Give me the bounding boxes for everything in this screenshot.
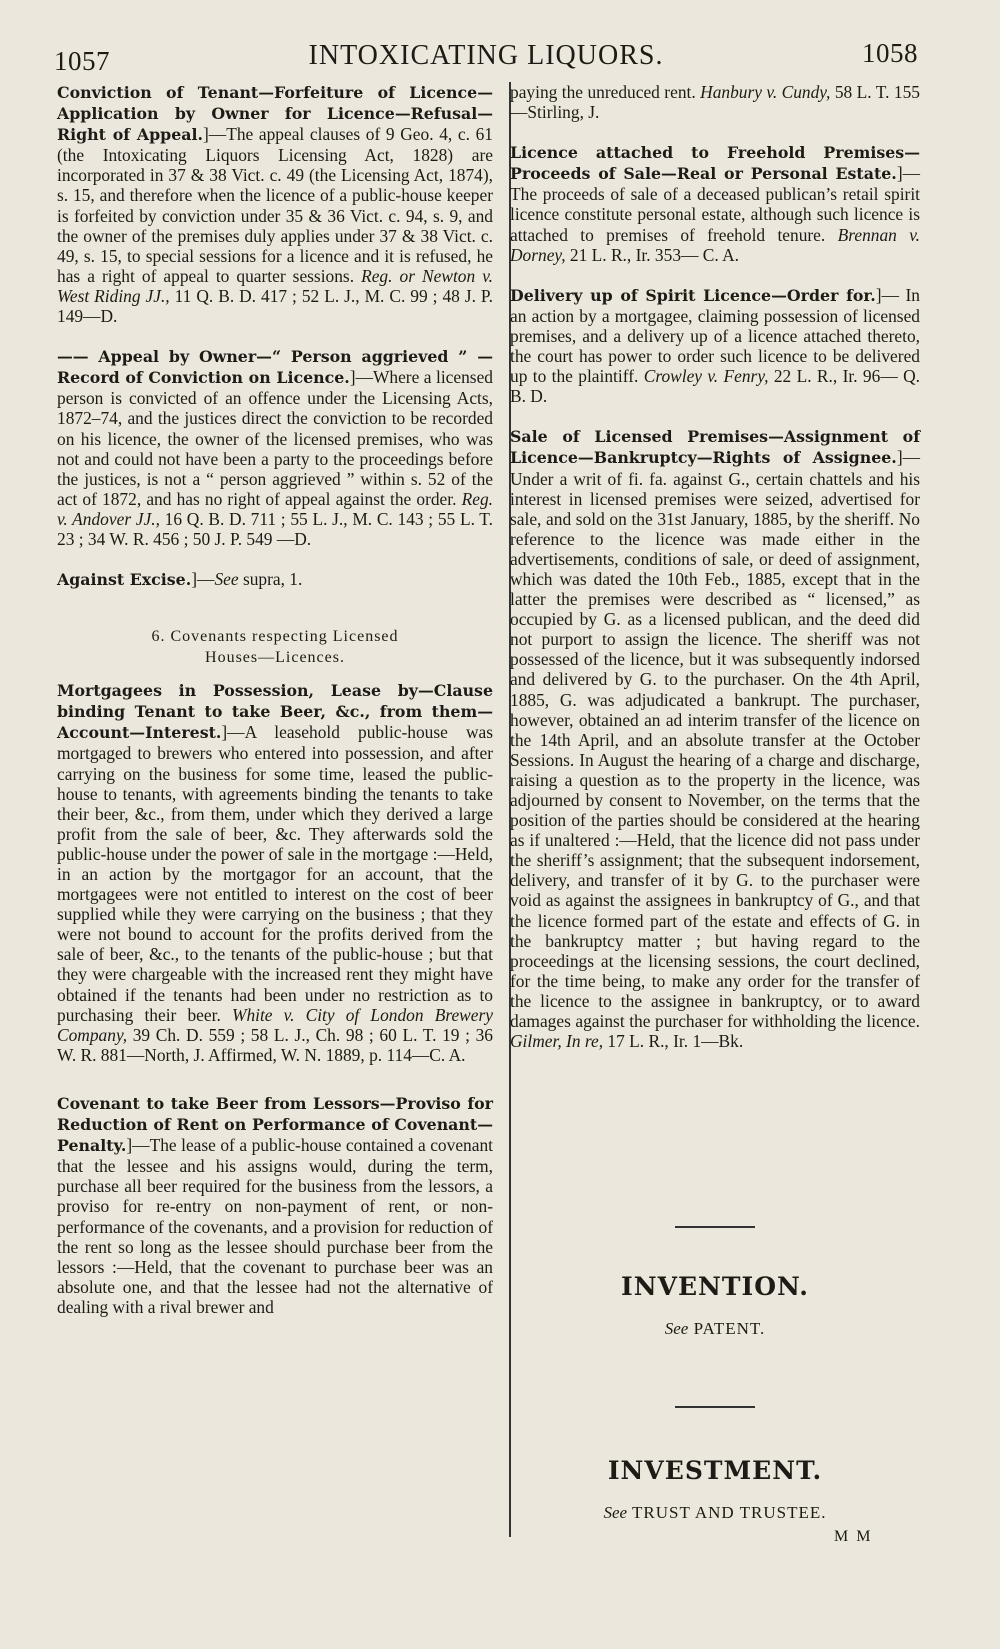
case-citation: Gilmer, In re, xyxy=(510,1031,604,1052)
entry-licence-attached xyxy=(510,142,920,265)
case-citation: Hanbury v. Cundy, xyxy=(700,82,831,102)
entry-mortgagees-in-possession xyxy=(57,680,493,1065)
invention-cross-reference xyxy=(510,1319,920,1339)
section-heading xyxy=(57,626,493,668)
entry-heading: Delivery up of Spirit Licence—Order for. xyxy=(510,285,876,305)
entry-heading: Against Excise. xyxy=(57,570,192,590)
divider-rule xyxy=(675,1406,755,1408)
entry-heading: —— Appeal by Owner—“ Person aggrieved ” —Record of Conviction on Licence. xyxy=(57,347,493,388)
see-target: PATENT. xyxy=(693,1318,766,1338)
entry-heading: Sale of Licensed Premises—Assignment of Licence—Bankruptcy—Rights of Assignee. xyxy=(510,427,920,468)
running-header xyxy=(54,36,918,76)
see-target: TRUST AND TRUSTEE. xyxy=(632,1502,827,1522)
investment-block xyxy=(510,1406,920,1523)
invention-heading: INVENTION. xyxy=(621,1271,809,1301)
entry-covenant-to-take-beer xyxy=(57,1093,493,1317)
case-citation: Crowley v. Fenry, xyxy=(643,366,769,387)
entry-appeal-by-owner xyxy=(57,346,493,549)
invention-block xyxy=(510,1226,920,1339)
report-reference: 58 L. T. 155—Stirling, J. xyxy=(510,82,920,123)
cross-reference-target: supra, 1. xyxy=(242,569,303,590)
case-citation: Reg. v. Andover JJ., xyxy=(57,488,493,529)
investment-heading: INVESTMENT. xyxy=(607,1455,823,1485)
entry-continued xyxy=(510,82,920,122)
see-label: See xyxy=(664,1318,689,1338)
report-reference: 22 L. R., Ir. 96— Q. B. D. xyxy=(510,366,920,407)
entry-text: ]—The appeal clauses of 9 Geo. 4, c. 61 (the Intoxicating Liquors Licensing Act, 1828) are incorporated in 37 & 38 Vict. c. 49 (the Licensing Act, 1874), s. 15, and therefore when the licence of a public-house keeper is forfeited by conviction under 35 & 36 Vict. c. 94, s. 9, and the owner of the premises duly applies under 37 & 38 Vict. c. 49, s. 15, to special sessions for a licence and it is refused, he has a right of appeal to quarter sessions. xyxy=(57,124,493,286)
entry-text: ]—A leasehold public-house was mortgaged to brewers who entered into possession, and after carrying on the business for some time, leased the public-house to tenants, with agreements binding the tenants to take their beer, &c., from them, under which they derived a large profit from the sale of beer, &c. They afterwards sold the public-house under the power of sale in the mortgage :—Held, in an action by the mortgagor for an account, that the mortgagees were not entitled to interest on the cost of beer supplied while they were carrying on the business ; that they were not bound to account for the profits derived from the sale of beer, &c., to the tenants of the public-house ; but that they were chargeable with the increased rent they might have obtained if the tenants had been under no restriction as to purchasing their beer. xyxy=(57,722,493,1025)
section-heading-line-2: Houses—Licences. xyxy=(205,649,345,667)
right-column xyxy=(510,82,920,1071)
entry-heading: Mortgagees in Possession, Lease by—Clause binding Tenant to take Beer, &c., from them—Account—Interest. xyxy=(57,681,493,743)
page-title: INTOXICATING LIQUORS. xyxy=(308,40,664,71)
section-heading-line-1: 6. Covenants respecting Licensed xyxy=(151,628,399,646)
report-reference: 21 L. R., Ir. 353— C. A. xyxy=(569,244,739,265)
case-citation: Reg. or Newton v. West Riding JJ., xyxy=(57,265,493,306)
report-reference: 16 Q. B. D. 711 ; 55 L. J., M. C. 143 ; 55 L. T. 23 ; 34 W. R. 456 ; 50 J. P. 549 —D. xyxy=(57,508,493,549)
report-reference: 17 L. R., Ir. 1—Bk. xyxy=(607,1031,744,1052)
divider-rule xyxy=(675,1226,755,1228)
entry-against-excise xyxy=(57,569,493,590)
entry-text: ]—The lease of a public-house contained a covenant that the lessee and his assigns would, during the term, purchase all beer required for the business from the lessors, a proviso for re-entry on non-payment of rent, or non-performance of the covenants, and a provision for reduction of the rent so long as the lessee should purchase beer from the lessors :—Held, that the covenant to purchase beer was an absolute one, and that the lessee had not the alternative of dealing with a rival brewer and xyxy=(57,1135,493,1317)
report-reference: 39 Ch. D. 559 ; 58 L. J., Ch. 98 ; 60 L. T. 19 ; 36 W. R. 881—North, J. Affirmed, W. N. 1889, p. 114—C. A. xyxy=(57,1024,493,1065)
entry-heading: Conviction of Tenant—Forfeiture of Licence—Application by Owner for Licence—Refusal—Right of Appeal. xyxy=(57,83,493,145)
entry-sale-of-licensed-premises xyxy=(510,426,920,1051)
left-column xyxy=(57,82,493,1337)
case-citation: White v. City of London Brewery Company, xyxy=(57,1004,493,1045)
entry-heading: Licence attached to Freehold Premises—Proceeds of Sale—Real or Personal Estate. xyxy=(510,143,920,184)
entry-conviction-of-tenant xyxy=(57,82,493,326)
investment-cross-reference xyxy=(510,1503,920,1523)
report-reference: 11 Q. B. D. 417 ; 52 L. J., M. C. 99 ; 48 J. P. 149—D. xyxy=(57,285,493,327)
signature-mark: M M xyxy=(834,1528,873,1545)
entry-heading: Covenant to take Beer from Lessors—Proviso for Reduction of Rent on Performance of Covenant—Penalty. xyxy=(57,1093,493,1156)
entry-text: ]— xyxy=(191,569,215,590)
see-label: See xyxy=(603,1502,628,1522)
page-number-left: 1057 xyxy=(54,46,110,76)
entry-text: ]—Where a licensed person is convicted of an offence under the Licensing Acts, 1872–74, and the justices direct the conviction to be recorded on his licence, the owner of the licensed premises, who was not and could not have been a party to the proceedings before the justices, is not a “ person aggrieved ” within s. 52 of the act of 1872, and has no right of appeal against the order. xyxy=(57,367,493,509)
entry-text: ]—The proceeds of sale of a deceased publican’s retail spirit licence constitute personal estate, although such licence is attached to premises of freehold tenure. xyxy=(510,163,920,245)
entry-delivery-up xyxy=(510,285,920,407)
case-citation: Brennan v. Dorney, xyxy=(510,224,920,265)
entry-text: paying the unreduced rent. xyxy=(510,82,696,102)
page-number-right: 1058 xyxy=(862,38,918,68)
cross-reference-see: See xyxy=(214,569,239,590)
entry-text: ]— Under a writ of fi. fa. against G., certain chattels and his interest in licensed premises were seized, advertised for sale, and sold on the 31st January, 1885, by the sheriff. No reference to the licence was made either in the advertisements, conditions of sale, or deed of assignment, which was dated the 10th Feb., 1885, except that in the latter the premises were described as “ licensed,” as occupied by G. as a licensed publican, and the deed did not purport to assign the licence. The sheriff was not possessed of the licence, but it was subsequently indorsed and delivered by G. to the purchaser. On the 4th April, 1885, G. was adjudicated a bankrupt. The purchaser, however, obtained an ad interim transfer of the licence on the 14th April, and an absolute transfer at the October Sessions. In August the hearing of a charge and discharge, raising a question as to the property in the licence, was adjourned by consent to November, on the terms that the position of the parties should be considered at the hearing as if unaltered :—Held, that the licence did not pass under the sheriff’s assignment; that the subsequent indorsement, delivery, and transfer of it by G. to the purchaser were void as against the assignees in bankruptcy of G., and that the licence formed part of the estate and effects of G. in the bankruptcy matter ; but having regard to the proceedings at the licensing sessions, the court declined, for the time being, to make any order for the transfer of the licence to the assignee in bankruptcy, or to award damages against the purchaser for withholding the licence. xyxy=(510,447,920,1032)
entry-text: ]— In an action by a mortgagee, claiming possession of licensed premises, and a delivery up of a licence attached thereto, the court has power to order such licence to be delivered up to the plaintiff. xyxy=(510,284,920,387)
